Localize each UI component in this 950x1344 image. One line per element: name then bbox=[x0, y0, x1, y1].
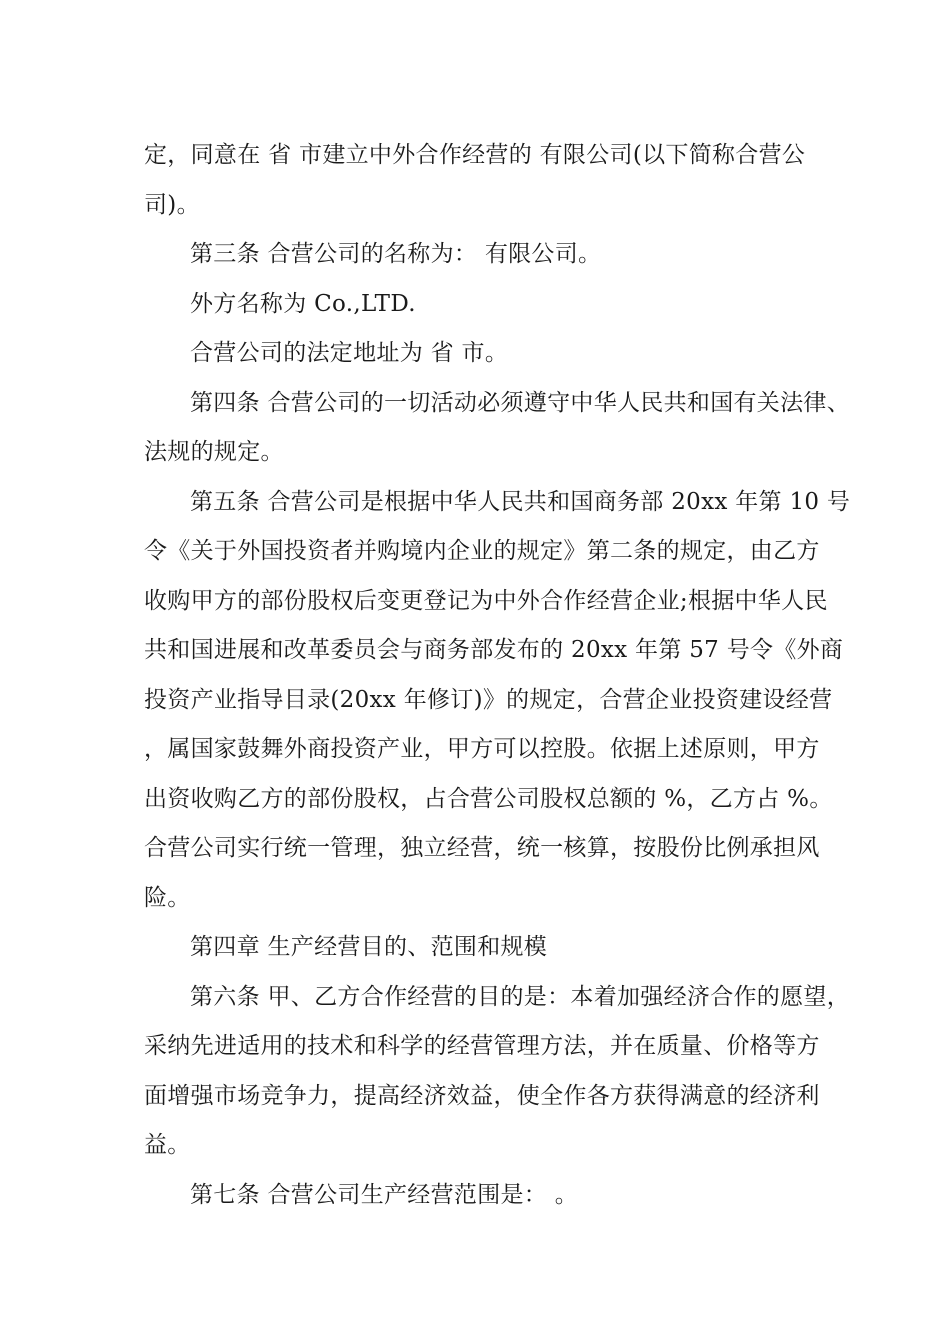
article-3-line: 第三条 合营公司的名称为： 有限公司。 bbox=[190, 241, 602, 267]
text-line: 险。 bbox=[144, 884, 191, 911]
text-line: 令《关于外国投资者并购境内企业的规定》第二条的规定，由乙方 bbox=[144, 538, 820, 564]
text-line: ，属国家鼓舞外商投资产业，甲方可以控股。依据上述原则，甲方 bbox=[144, 736, 820, 762]
text-line: 司)。 bbox=[144, 191, 200, 218]
text-line: 定，同意在 省 市建立中外合作经营的 有限公司(以下简称合营公 bbox=[144, 142, 806, 168]
foreign-name-line: 外方名称为 Co.,LTD. bbox=[190, 290, 416, 317]
article-6-line: 第六条 甲、乙方合作经营的目的是：本着加强经济合作的愿望， bbox=[190, 983, 851, 1010]
text-line: 合营公司实行统一管理，独立经营，统一核算，按股份比例承担风 bbox=[144, 835, 820, 861]
text-line: 益。 bbox=[144, 1132, 191, 1158]
text-line: 投资产业指导目录(20xx 年修订)》的规定，合营企业投资建设经营 bbox=[144, 686, 833, 713]
text-line: 法规的规定。 bbox=[144, 439, 284, 465]
text-line: 收购甲方的部份股权后变更登记为中外合作经营企业;根据中华人民 bbox=[144, 587, 828, 614]
document-body bbox=[144, 131, 851, 1220]
chapter-4-heading: 第四章 生产经营目的、范围和规模 bbox=[190, 934, 548, 960]
text-line: 采纳先进适用的技术和科学的经营管理方法，并在质量、价格等方 bbox=[144, 1033, 820, 1059]
text-line: 出资收购乙方的部份股权，占合营公司股权总额的 %，乙方占 %。 bbox=[144, 785, 833, 812]
text-line: 面增强市场竞争力，提高经济效益，使全作各方获得满意的经济利 bbox=[144, 1082, 820, 1109]
article-4-line: 第四条 合营公司的一切活动必须遵守中华人民共和国有关法律、 bbox=[190, 389, 851, 416]
legal-address-line: 合营公司的法定地址为 省 市。 bbox=[190, 340, 509, 366]
text-line: 共和国进展和改革委员会与商务部发布的 20xx 年第 57 号令《外商 bbox=[144, 637, 844, 663]
article-5-line: 第五条 合营公司是根据中华人民共和国商务部 20xx 年第 10 号 bbox=[190, 488, 851, 515]
article-7-line: 第七条 合营公司生产经营范围是： 。 bbox=[190, 1181, 579, 1208]
